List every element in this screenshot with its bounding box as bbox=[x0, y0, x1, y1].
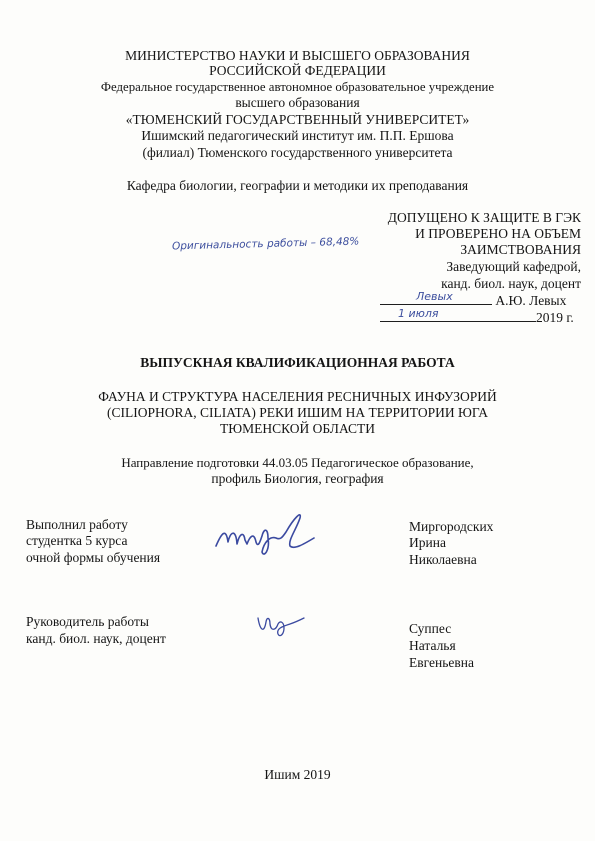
topic-line-2: (CILIOPHORA, CILIATA) РЕКИ ИШИМ НА ТЕРРИТОРИИ ЮГА bbox=[107, 405, 488, 420]
city-year: Ишим 2019 bbox=[264, 767, 331, 782]
work-type: ВЫПУСКНАЯ КВАЛИФИКАЦИОННАЯ РАБОТА bbox=[140, 355, 455, 370]
originality-handwritten: Оригинальность работы – 68,48% bbox=[171, 235, 360, 253]
author-role-line-2: студентка 5 курса bbox=[26, 533, 128, 548]
supervisor-signature bbox=[254, 610, 314, 651]
approval-line-2: И ПРОВЕРЕНО НА ОБЪЕМ bbox=[415, 226, 581, 241]
author-patronymic: Николаевна bbox=[409, 552, 477, 567]
supervisor-role-line-1: Руководитель работы bbox=[26, 614, 149, 629]
head-name: А.Ю. Левых bbox=[495, 293, 567, 308]
signature-blank bbox=[380, 292, 492, 305]
approval-line-1: ДОПУЩЕНО К ЗАЩИТЕ В ГЭК bbox=[387, 210, 581, 225]
date-handwritten: 1 июля bbox=[398, 307, 439, 320]
direction-line-2: профиль Биология, география bbox=[211, 471, 384, 486]
approval-line-3: ЗАИМСТВОВАНИЯ bbox=[460, 242, 581, 257]
department: Кафедра биологии, географии и методики их преподавания bbox=[126, 178, 469, 193]
author-role-line-1: Выполнил работу bbox=[26, 517, 128, 532]
direction-line-1: Направление подготовки 44.03.05 Педагогическое образование, bbox=[121, 455, 474, 470]
supervisor-patronymic: Евгеньевна bbox=[409, 655, 474, 670]
institution-line-2: высшего образования bbox=[235, 95, 360, 110]
topic-line-3: ТЮМЕНСКОЙ ОБЛАСТИ bbox=[219, 421, 376, 436]
institution-line-1: Федеральное государственное автономное образовательное учреждение bbox=[100, 80, 495, 94]
author-role-line-3: очной формы обучения bbox=[26, 550, 161, 565]
head-title: Заведующий кафедрой, bbox=[446, 259, 581, 274]
date-row bbox=[380, 309, 574, 325]
supervisor-role-line-2: канд. биол. наук, доцент bbox=[26, 631, 166, 646]
ministry-line-2: РОССИЙСКОЙ ФЕДЕРАЦИИ bbox=[209, 63, 386, 78]
author-surname: Миргородских bbox=[409, 519, 494, 534]
supervisor-surname: Суппес bbox=[409, 621, 452, 636]
head-signature: Левых bbox=[416, 290, 453, 303]
topic-line-1: ФАУНА И СТРУКТУРА НАСЕЛЕНИЯ РЕСНИЧНЫХ ИНФУЗОРИЙ bbox=[98, 389, 497, 404]
head-degree: канд. биол. наук, доцент bbox=[441, 276, 581, 291]
author-first-name: Ирина bbox=[409, 535, 446, 550]
date-blank bbox=[380, 309, 536, 322]
year-suffix: 2019 г. bbox=[536, 310, 574, 325]
ministry-line-1: МИНИСТЕРСТВО НАУКИ И ВЫСШЕГО ОБРАЗОВАНИЯ bbox=[125, 48, 470, 63]
institute-line-1: Ишимский педагогический институт им. П.П. Ершова bbox=[141, 128, 454, 143]
author-signature bbox=[210, 502, 320, 567]
university-name: «ТЮМЕНСКИЙ ГОСУДАРСТВЕННЫЙ УНИВЕРСИТЕТ» bbox=[125, 112, 470, 127]
institute-line-2: (филиал) Тюменского государственного университета bbox=[142, 145, 453, 160]
supervisor-first-name: Наталья bbox=[409, 638, 456, 653]
